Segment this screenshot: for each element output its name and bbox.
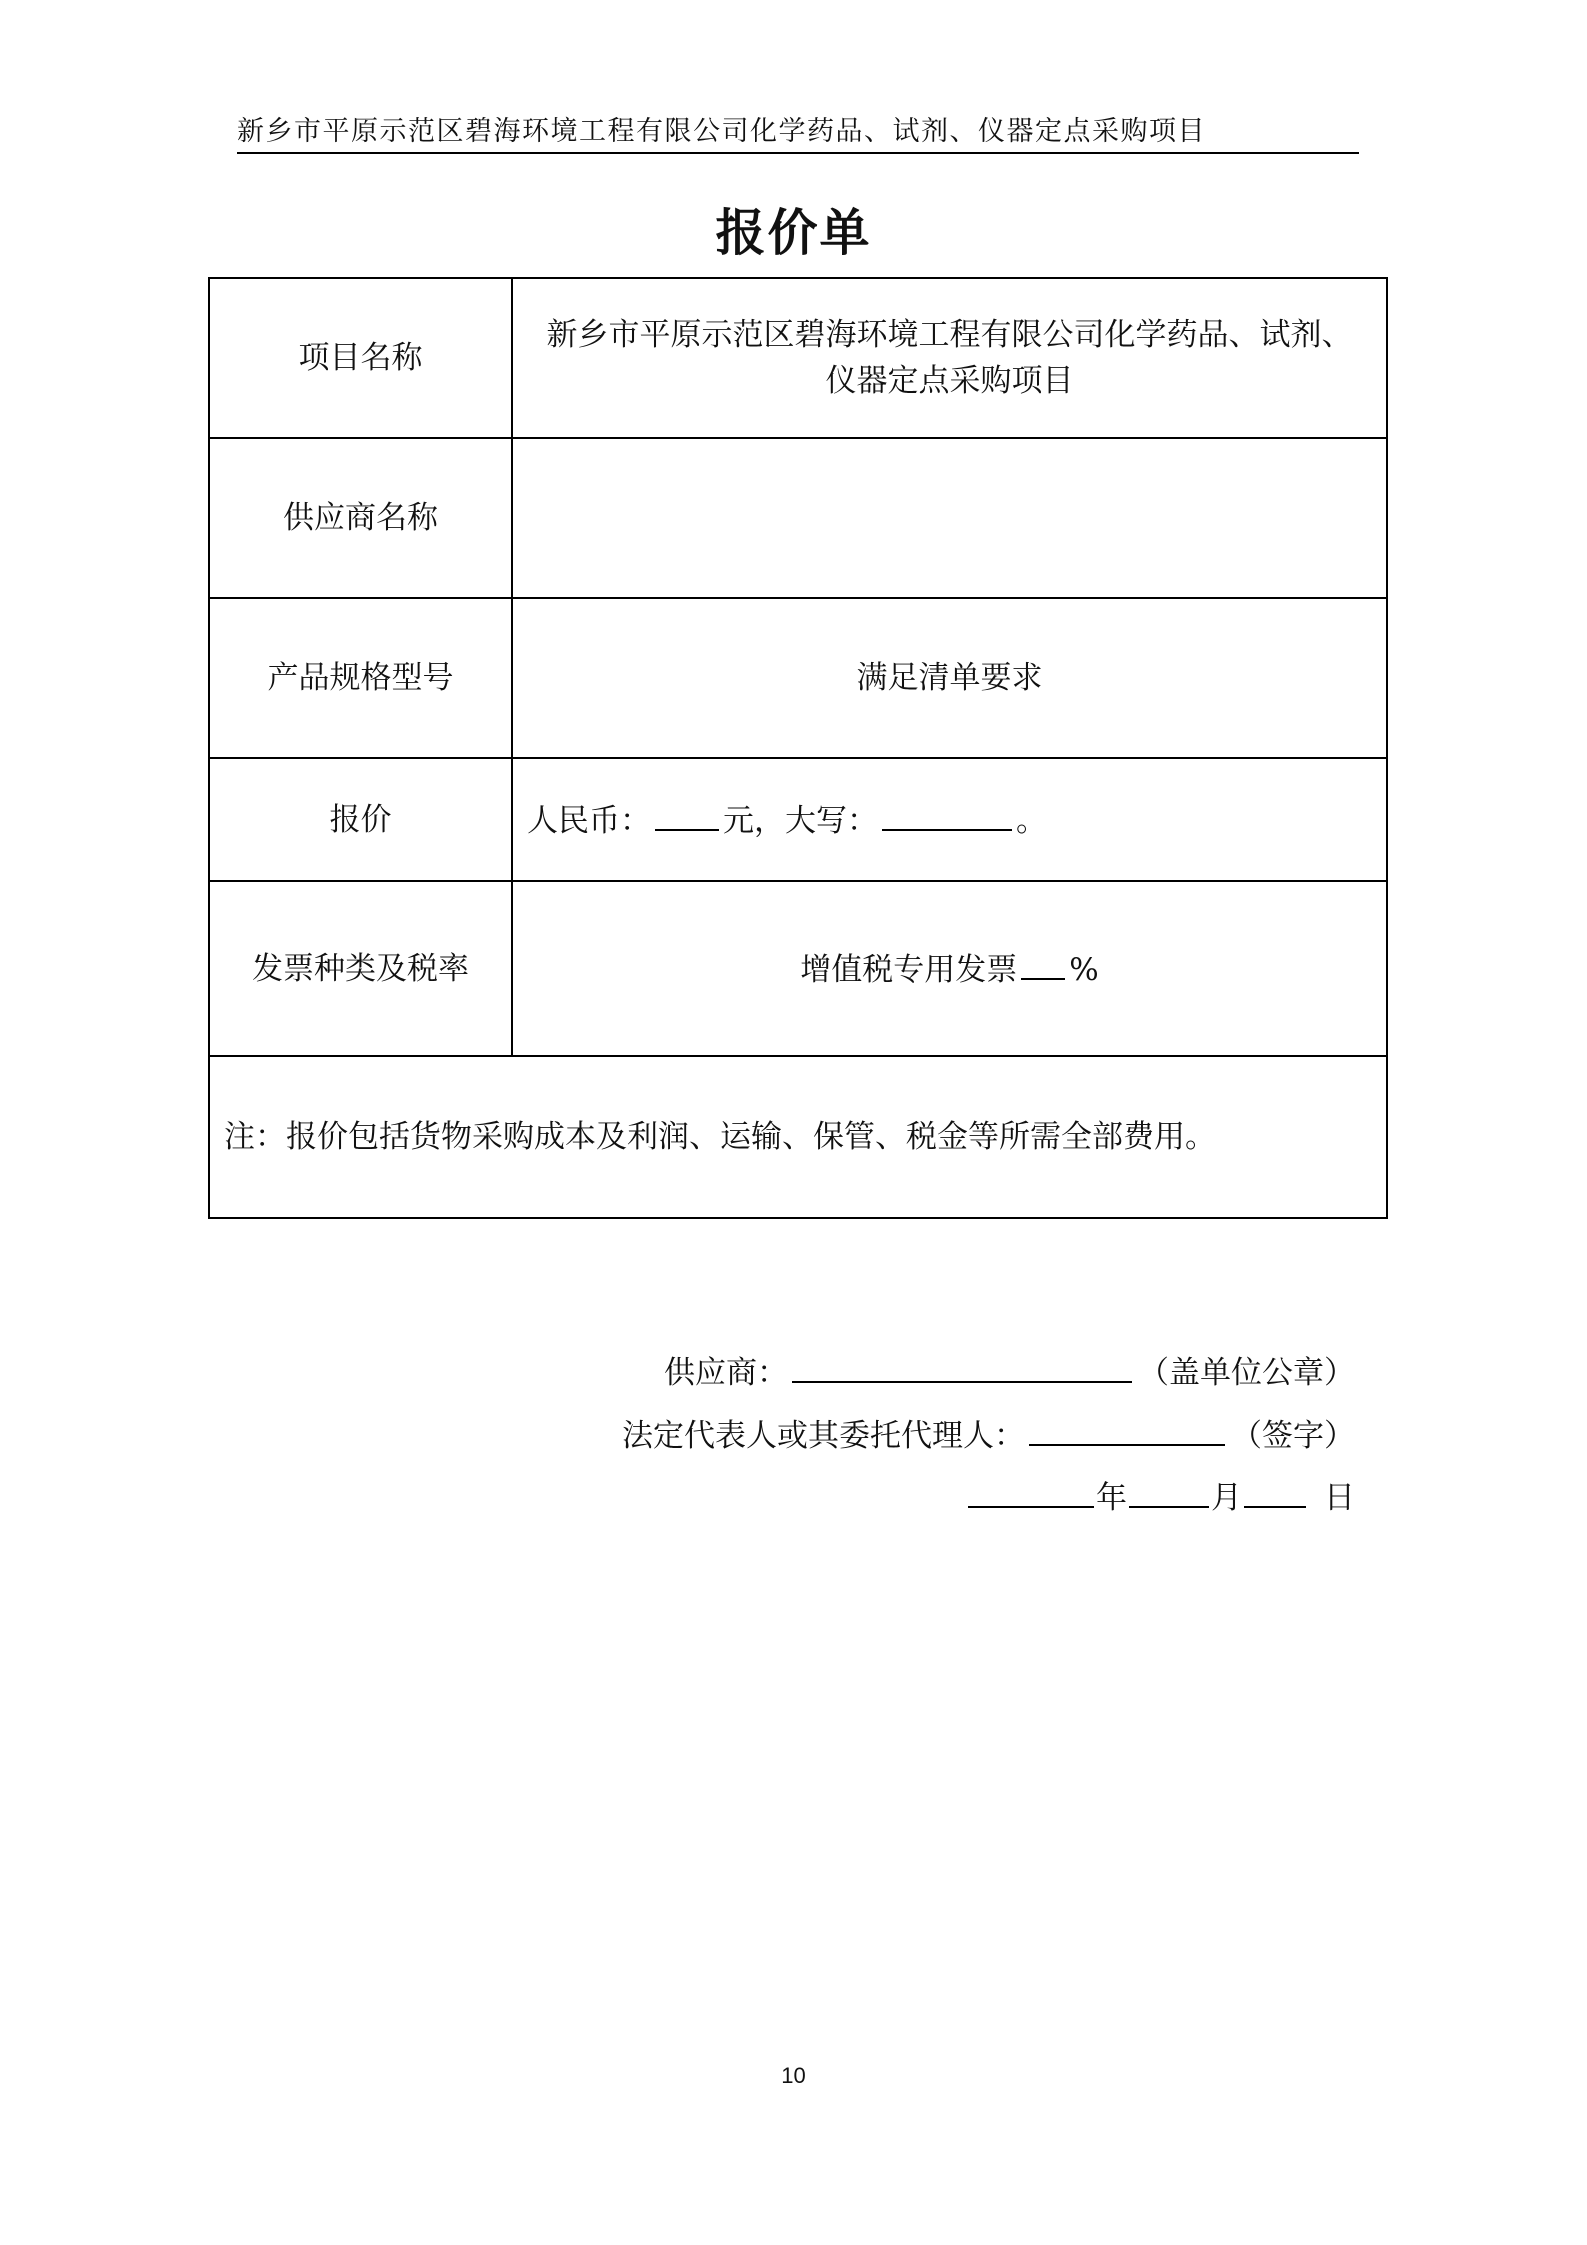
invoice-prefix: 增值税专用发票 — [800, 952, 1018, 988]
table-row — [209, 598, 1387, 758]
day-label: 日 — [1324, 1480, 1355, 1516]
invoice-label: 发票种类及税率 — [209, 881, 512, 1056]
table-row — [209, 1056, 1387, 1218]
representative-sign-note: （签字） — [1231, 1418, 1355, 1454]
page-header: 新乡市平原示范区碧海环境工程有限公司化学药品、试剂、仪器定点采购项目 — [237, 116, 1206, 147]
page-number: 10 — [781, 2063, 806, 2088]
invoice-value — [512, 881, 1387, 1056]
year-blank[interactable] — [968, 1472, 1094, 1508]
representative-label: 法定代表人或其委托代理人： — [622, 1418, 1025, 1454]
supplier-signature-blank[interactable] — [792, 1347, 1132, 1383]
project-name-value — [512, 278, 1387, 438]
month-blank[interactable] — [1129, 1472, 1209, 1508]
note-text: 注：报价包括货物采购成本及利润、运输、保管、税金等所需全部费用。 — [209, 1056, 1387, 1218]
price-prefix: 人民币： — [527, 803, 651, 839]
quote-table — [208, 277, 1388, 1219]
supplier-seal-note: （盖单位公章） — [1138, 1355, 1355, 1391]
project-name-label: 项目名称 — [209, 278, 512, 438]
representative-signature-line — [622, 1410, 1355, 1459]
table-row — [209, 438, 1387, 598]
price-end: 。 — [1016, 803, 1047, 839]
day-blank[interactable] — [1244, 1472, 1306, 1508]
tax-rate-blank[interactable] — [1021, 944, 1065, 980]
month-label: 月 — [1211, 1480, 1242, 1516]
date-line — [968, 1472, 1355, 1521]
price-label: 报价 — [209, 758, 512, 881]
header-divider — [237, 152, 1359, 154]
table-row — [209, 278, 1387, 438]
supplier-signature-line — [664, 1347, 1355, 1396]
spec-value: 满足清单要求 — [512, 598, 1387, 758]
table-row — [209, 758, 1387, 881]
project-name-text: 新乡市平原示范区碧海环境工程有限公司化学药品、试剂、仪器定点采购项目 — [546, 317, 1353, 399]
supplier-signature-label: 供应商： — [664, 1355, 788, 1391]
representative-signature-blank[interactable] — [1029, 1410, 1225, 1446]
price-unit: 元，大写： — [723, 803, 878, 839]
supplier-name-label: 供应商名称 — [209, 438, 512, 598]
price-words-blank[interactable] — [882, 795, 1012, 831]
year-label: 年 — [1096, 1480, 1127, 1516]
price-amount-blank[interactable] — [655, 795, 719, 831]
page-title: 报价单 — [715, 204, 872, 262]
price-value — [512, 758, 1387, 881]
spec-label: 产品规格型号 — [209, 598, 512, 758]
supplier-name-value[interactable] — [512, 438, 1387, 598]
table-row — [209, 881, 1387, 1056]
invoice-suffix: % — [1069, 952, 1099, 988]
